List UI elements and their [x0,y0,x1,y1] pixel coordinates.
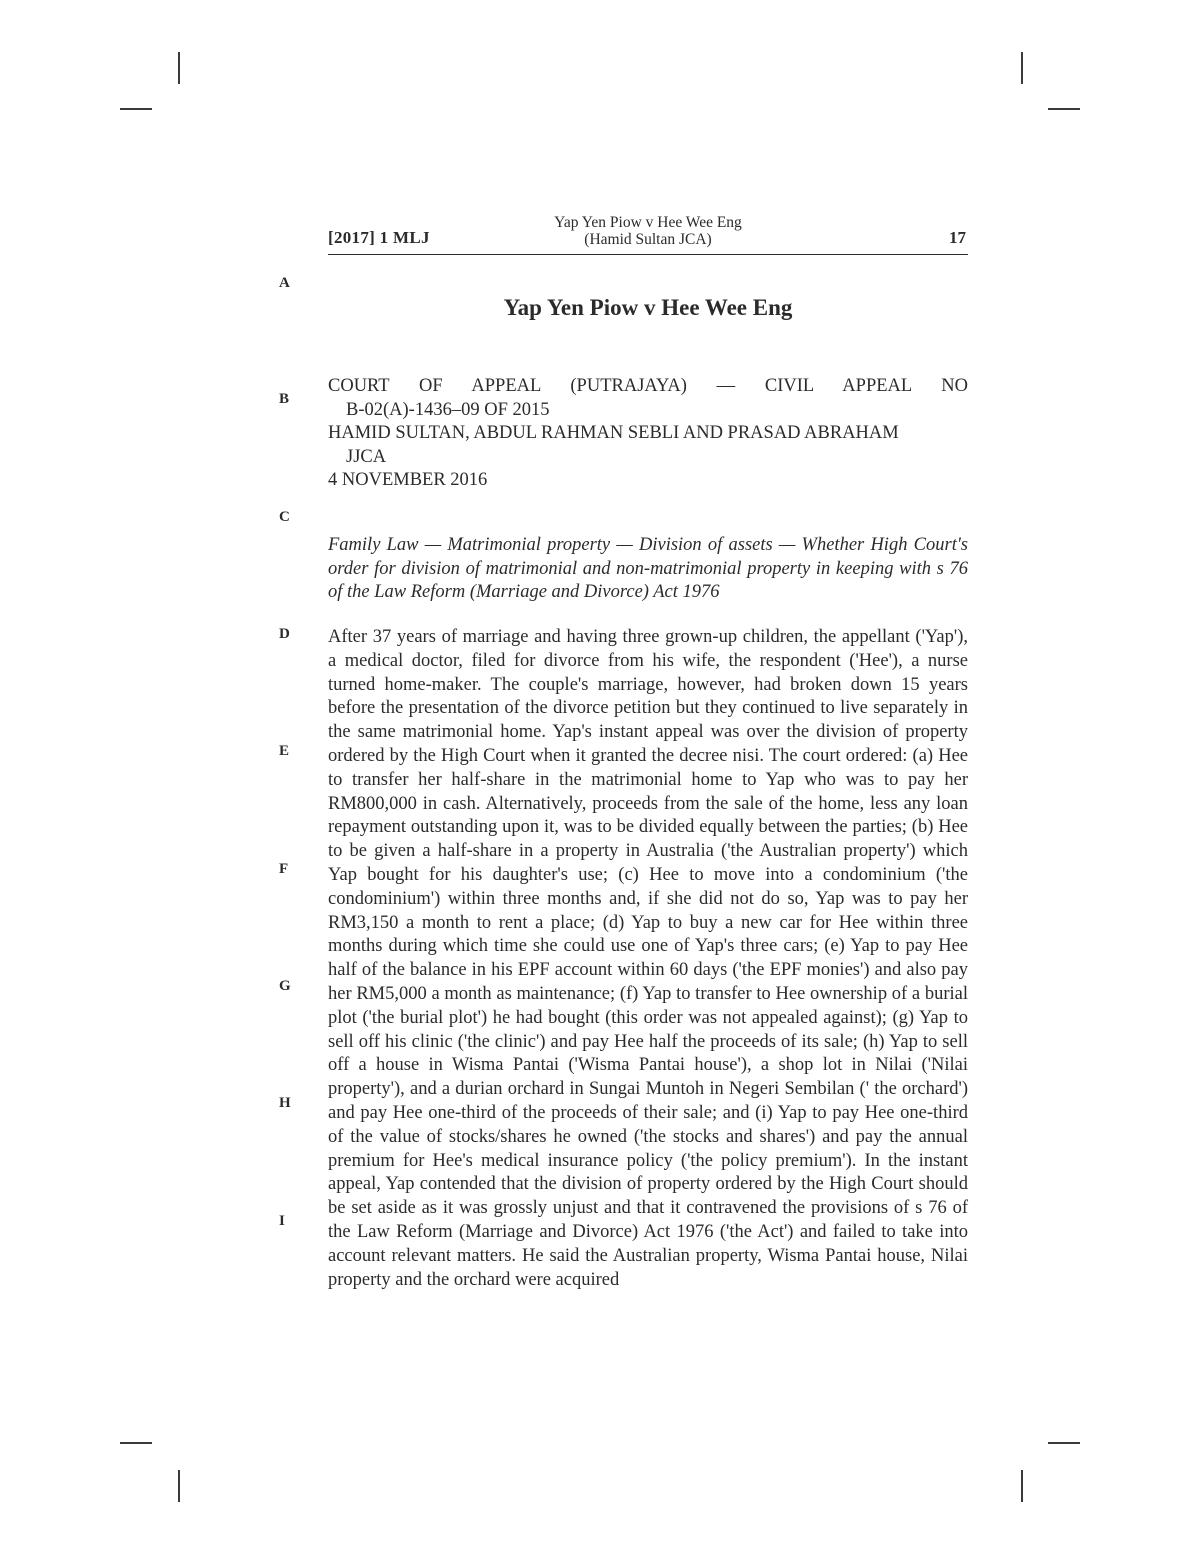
margin-letter-h: H [279,1095,291,1111]
citation: [2017] 1 MLJ [328,228,430,247]
margin-letter-i: I [279,1213,285,1229]
crop-mark-bottom-left-horizontal [120,1442,152,1444]
page-number: 17 [949,228,966,247]
margin-letter-e: E [279,743,290,759]
crop-mark-top-right-vertical [1021,52,1023,84]
margin-letter-a: A [279,275,290,291]
judgment-date: 4 NOVEMBER 2016 [328,470,488,490]
headnote: After 37 years of marriage and having three grown-up children, the appellant ('Yap'), a medical doctor, filed for divorce from his wife, the respondent ('Hee'), a nurse turned home-maker. The couple's marriage, however, had broken down 15 years before the presentation of the divorce petition but they continued to live separately in the same matrimonial home. Yap's instant appeal was over the division of property ordered by the High Court when it granted the decree nisi. The court ordered: (a) Hee to transfer her half-share in the matrimonial home to Yap who was to pay her RM800,000 in cash. Alternatively, proceeds from the sale of the home, less any loan repayment outstanding upon it, was to be divided equally between the parties; (b) Hee to be given a half-share in a property in Australia ('the Australian property') which Yap bought for his daughter's use; (c) Hee to move into a condominium ('the condominium') within three months and, if she did not do so, Yap was to pay her RM3,150 a month to rent a place; (d) Yap to buy a new car for Hee within three months during which time she could use one of Yap's three cars; (e) Yap to pay Hee half of the balance in his EPF account within 60 days ('the EPF monies') and also pay her RM5,000 a month as maintenance; (f) Yap to transfer to Hee ownership of a burial plot ('the burial plot') he had bought (this order was not appealed against); (g) Yap to sell off his clinic ('the clinic') and pay Hee half the proceeds of its sale; (h) Yap to sell off a house in Wisma Pantai ('Wisma Pantai house'), a shop lot in Nilai ('Nilai property'), and a durian orchard in Sungai Muntoh in Negeri Sembilan (' the orchard') and pay Hee one-third of the proceeds of their sale; and (i) Yap to pay Hee one-third of the value of stocks/shares he owned ('the stocks and shares') and pay the annual premium for Hee's medical insurance policy ('the policy premium'). In the instant appeal, Yap contended that the division of property ordered by the High Court should be set aside as it was grossly unjust and that it contravened the provisions of s 76 of the Law Reform (Marriage and Divorce) Act 1976 ('the Act') and failed to take into account relevant matters. He said the Australian property, Wisma Pantai house, Nilai property and the orchard were acquired [328,627,968,1290]
crop-mark-bottom-right-horizontal [1048,1442,1080,1444]
crop-mark-top-left-horizontal [120,108,152,110]
margin-letter-b: B [279,391,290,407]
running-title [478,214,818,248]
margin-letter-c: C [279,509,290,525]
crop-mark-top-right-horizontal [1048,108,1080,110]
margin-letter-f: F [279,861,289,877]
case-title: Yap Yen Piow v Hee Wee Eng [503,295,793,320]
running-head [328,212,968,255]
judges-suffix: JJCA [346,446,387,467]
crop-mark-top-left-vertical [178,52,180,84]
crop-mark-bottom-right-vertical [1021,1470,1023,1502]
running-title-line2: (Hamid Sultan JCA) [584,231,712,248]
margin-letter-g: G [279,978,291,994]
crop-mark-bottom-left-vertical [178,1470,180,1502]
margin-letter-d: D [279,626,290,642]
running-title-line1: Yap Yen Piow v Hee Wee Eng [554,214,742,231]
court-details [328,375,968,493]
appeal-number: B-02(A)-1436–09 OF 2015 [346,399,550,420]
judges: HAMID SULTAN, ABDUL RAHMAN SEBLI AND PRASAD ABRAHAM [328,423,899,443]
catchwords: Family Law — Matrimonial property — Division of assets — Whether High Court's order for division of matrimonial and non-matrimonial property in keeping with s 76 of the Law Reform (Marriage and Divorce) Act 1976 [328,535,968,602]
court-line: COURT OF APPEAL (PUTRAJAYA) — CIVIL APPEAL NO [328,376,968,396]
